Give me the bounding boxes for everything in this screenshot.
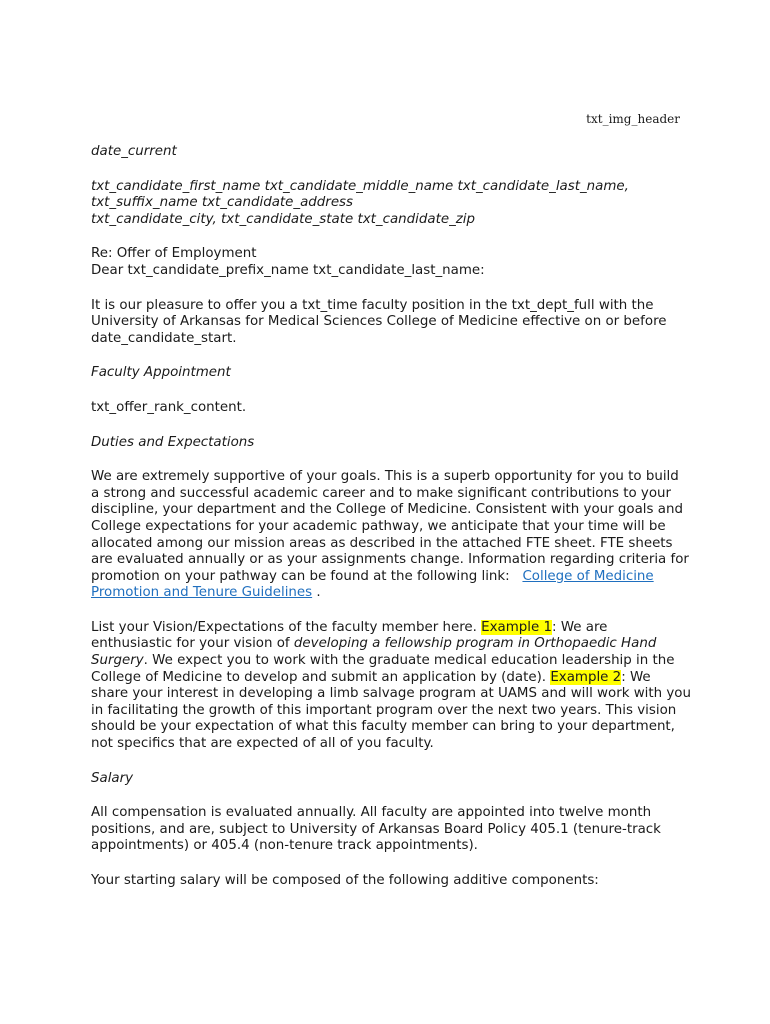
duties-body <box>91 469 691 602</box>
faculty-appointment-body: txt_offer_rank_content. <box>91 399 247 415</box>
vision-paragraph <box>91 620 691 753</box>
vision-text-4: : We share your interest in developing a limb salvage program at UAMS and will work with you in facilitating the growth of this important program over the next two years. This vision should be your expectation of what this faculty member can bring to your department, not specifics that are expected of all of you faculty. <box>91 669 691 752</box>
intro-paragraph: It is our pleasure to offer you a txt_time faculty position in the txt_dept_full with the University of Arkansas for Medical Sciences College of Medicine effective on or before date_candidate_start. <box>91 297 667 346</box>
salary-body: All compensation is evaluated annually. All faculty are appointed into twelve month positions, and are, subject to University of Arkansas Board Policy 405.1 (tenure-track appointments) or 405.4 (non-tenure track appointments). <box>91 805 661 854</box>
re-and-salutation <box>91 246 691 279</box>
example-1-highlight: Example 1 <box>481 619 553 635</box>
re-line: Re: Offer of Employment <box>91 246 257 262</box>
duties-link-trailer: . <box>312 585 321 601</box>
duties-text: We are extremely supportive of your goals. This is a superb opportunity for you to build a strong and successful academic career and to make significant contributions to your discipline, your department and the College of Medicine. Consistent with your goals and College expectations for your academic pathway, we anticipate that your time will be allocated among our mission areas as described in the attached FTE sheet. FTE sheets are evaluated annually or as your assignments change. Information regarding criteria for promotion on your pathway can be found at the following link: <box>91 469 689 584</box>
vision-text-3: . We expect you to work with the graduate medical education leadership in the College of Medicine to develop and submit an application by (date). <box>91 653 675 685</box>
vision-italic-program: developing a fellowship program in Orthopaedic Hand Surgery <box>91 636 657 669</box>
vision-intro: List your Vision/Expectations of the faculty member here. <box>91 619 482 635</box>
duties-heading: Duties and Expectations <box>91 434 255 450</box>
recipient-address <box>91 179 691 229</box>
salutation: Dear txt_candidate_prefix_name txt_candidate_last_name: <box>91 262 485 278</box>
address-line-3: txt_candidate_city, txt_candidate_state txt_candidate_zip <box>91 211 476 227</box>
promotion-guidelines-link[interactable]: College of Medicine Promotion and Tenure Guidelines <box>91 568 654 601</box>
example-2-highlight: Example 2 <box>550 669 622 685</box>
address-line-2: txt_suffix_name txt_candidate_address <box>91 195 354 211</box>
letter-date: date_current <box>91 144 177 159</box>
header-image-placeholder: txt_img_header <box>586 112 680 126</box>
address-line-1: txt_candidate_first_name txt_candidate_middle_name txt_candidate_last_name, <box>91 178 629 194</box>
vision-text-2: : We are enthusiastic for your vision of <box>91 619 608 652</box>
salary-components-intro: Your starting salary will be composed of the following additive components: <box>91 873 599 888</box>
salary-heading: Salary <box>91 770 134 786</box>
faculty-appointment-heading: Faculty Appointment <box>91 365 231 381</box>
letter-body <box>91 144 691 908</box>
